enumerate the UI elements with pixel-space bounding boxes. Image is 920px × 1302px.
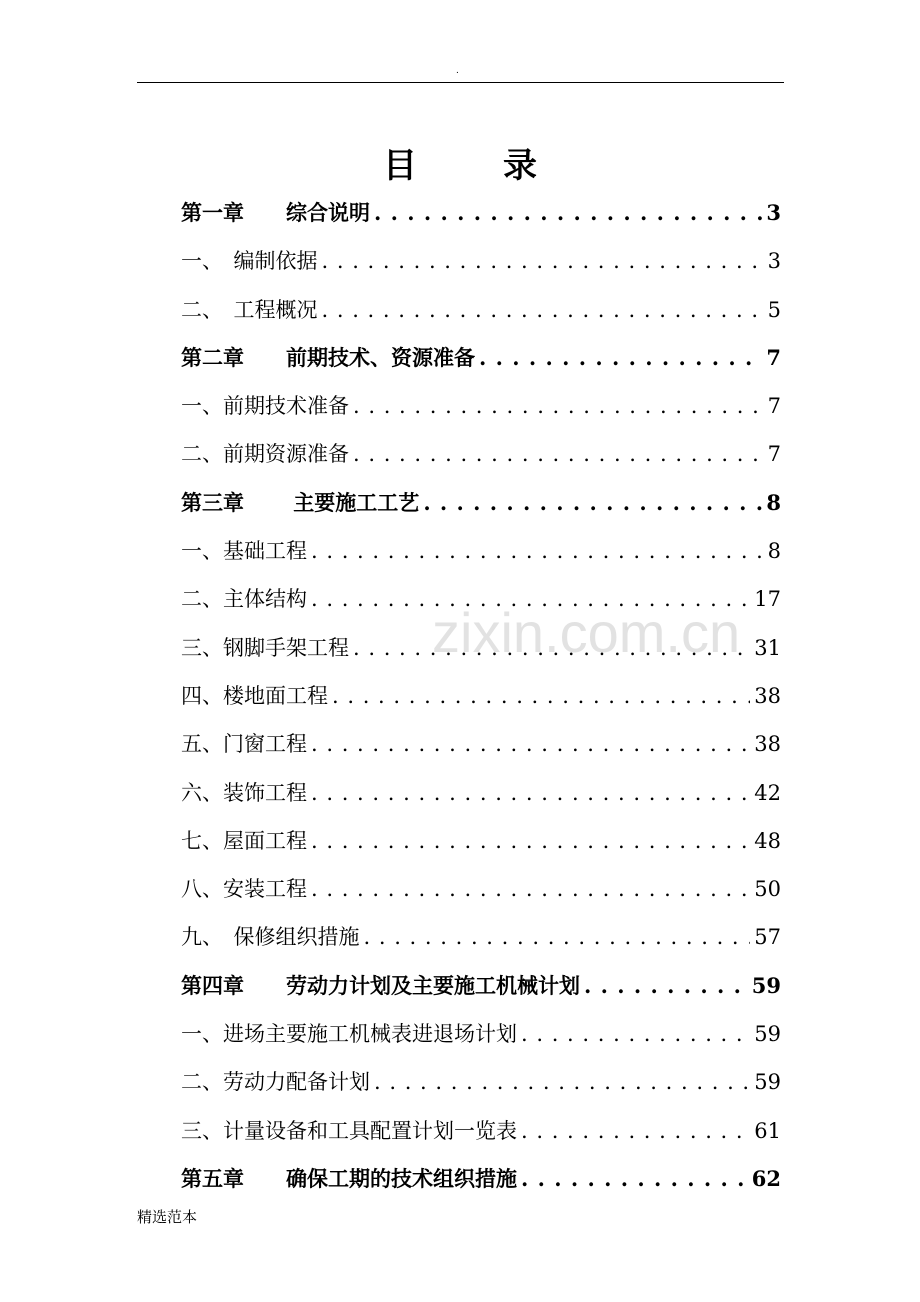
toc-page-number: 17 [754, 587, 781, 612]
toc-section-entry[interactable] [181, 237, 781, 285]
toc-page-number: 7 [767, 394, 781, 419]
toc-entry-label: 八、安装工程 [181, 877, 307, 902]
toc-section-entry[interactable] [181, 527, 781, 575]
toc-dot-leader [311, 817, 750, 865]
toc-page-number: 8 [766, 489, 781, 515]
toc-entry-label: 三、计量设备和工具配置计划一览表 [181, 1118, 517, 1143]
toc-page-number: 38 [754, 683, 781, 708]
toc-dot-leader [311, 720, 750, 768]
toc-page-number: 3 [767, 249, 781, 274]
toc-page-number: 42 [754, 780, 781, 805]
toc-dot-leader [322, 237, 764, 285]
footer-text: 精选范本 [137, 1208, 198, 1226]
toc-page-number: 62 [751, 1165, 781, 1191]
toc-entry-label: 第四章 劳动力计划及主要施工机械计划 [181, 972, 580, 998]
toc-dot-leader [353, 624, 750, 672]
toc-section-entry[interactable] [181, 286, 781, 334]
toc-chapter-entry[interactable] [181, 334, 781, 382]
toc-page-number: 8 [767, 539, 781, 564]
toc-dot-leader [521, 1010, 750, 1058]
toc-entry-label: 二、前期资源准备 [181, 442, 349, 467]
toc-entry-label: 一、 编制依据 [181, 249, 318, 274]
toc-chapter-entry[interactable] [181, 1155, 781, 1203]
toc-entry-label: 一、进场主要施工机械表进退场计划 [181, 1022, 517, 1047]
toc-dot-leader [364, 913, 751, 961]
toc-page-number: 59 [751, 972, 781, 998]
toc-page-number: 59 [754, 1022, 781, 1047]
toc-dot-leader [322, 286, 764, 334]
toc-section-entry[interactable] [181, 430, 781, 478]
table-of-contents [181, 189, 781, 1203]
toc-dot-leader [521, 1107, 750, 1155]
toc-dot-leader [584, 962, 748, 1010]
toc-entry-label: 四、楼地面工程 [181, 683, 328, 708]
watermark-logo: zixin.com.cn [432, 601, 741, 664]
toc-section-entry[interactable] [181, 720, 781, 768]
toc-chapter-entry[interactable] [181, 962, 781, 1010]
toc-dot-leader [311, 575, 750, 623]
toc-section-entry[interactable] [181, 624, 781, 672]
toc-page-number: 3 [766, 200, 781, 225]
toc-section-entry[interactable] [181, 1107, 781, 1155]
toc-page-number: 61 [754, 1118, 781, 1143]
toc-section-entry[interactable] [181, 575, 781, 623]
toc-dot-leader [479, 334, 762, 382]
toc-page-number: 38 [754, 732, 781, 757]
toc-entry-label: 第五章 确保工期的技术组织措施 [181, 1165, 517, 1191]
toc-entry-label: 一、前期技术准备 [181, 394, 349, 419]
toc-entry-label: 第三章 主要施工工艺 [181, 489, 420, 515]
toc-page-number: 59 [754, 1070, 781, 1095]
toc-entry-label: 六、装饰工程 [181, 780, 307, 805]
toc-dot-leader [332, 672, 750, 720]
toc-entry-label: 三、钢脚手架工程 [181, 635, 349, 660]
toc-section-entry[interactable] [181, 769, 781, 817]
toc-entry-label: 第一章 综合说明 [181, 200, 370, 225]
toc-section-entry[interactable] [181, 1058, 781, 1106]
page-title: 目录 [383, 146, 623, 186]
toc-page-number: 7 [766, 344, 781, 370]
toc-section-entry[interactable] [181, 865, 781, 913]
toc-dot-leader [353, 382, 764, 430]
header-mark: . [456, 65, 459, 76]
toc-chapter-entry[interactable] [181, 189, 781, 237]
toc-dot-leader [353, 430, 764, 478]
toc-dot-leader [311, 527, 764, 575]
toc-entry-label: 一、基础工程 [181, 539, 307, 564]
toc-page-number: 48 [754, 828, 781, 853]
toc-section-entry[interactable] [181, 672, 781, 720]
toc-dot-leader [311, 865, 750, 913]
toc-entry-label: 二、劳动力配备计划 [181, 1070, 370, 1095]
toc-dot-leader [521, 1155, 748, 1203]
toc-dot-leader [423, 479, 762, 527]
toc-dot-leader [311, 769, 750, 817]
toc-section-entry[interactable] [181, 817, 781, 865]
toc-entry-label: 五、门窗工程 [181, 732, 307, 757]
toc-section-entry[interactable] [181, 1010, 781, 1058]
toc-page-number: 50 [754, 877, 781, 902]
toc-page-number: 31 [754, 635, 781, 660]
toc-entry-label: 二、主体结构 [181, 587, 307, 612]
toc-entry-label: 二、 工程概况 [181, 297, 318, 322]
header-rule [137, 82, 784, 83]
toc-entry-label: 七、屋面工程 [181, 828, 307, 853]
toc-chapter-entry[interactable] [181, 479, 781, 527]
toc-page-number: 5 [767, 297, 781, 322]
toc-dot-leader [374, 189, 762, 237]
toc-dot-leader [374, 1058, 750, 1106]
toc-page-number: 57 [754, 925, 781, 950]
toc-page-number: 7 [767, 442, 781, 467]
toc-section-entry[interactable] [181, 913, 781, 961]
toc-section-entry[interactable] [181, 382, 781, 430]
toc-entry-label: 九、 保修组织措施 [181, 925, 360, 950]
toc-entry-label: 第二章 前期技术、资源准备 [181, 344, 475, 370]
